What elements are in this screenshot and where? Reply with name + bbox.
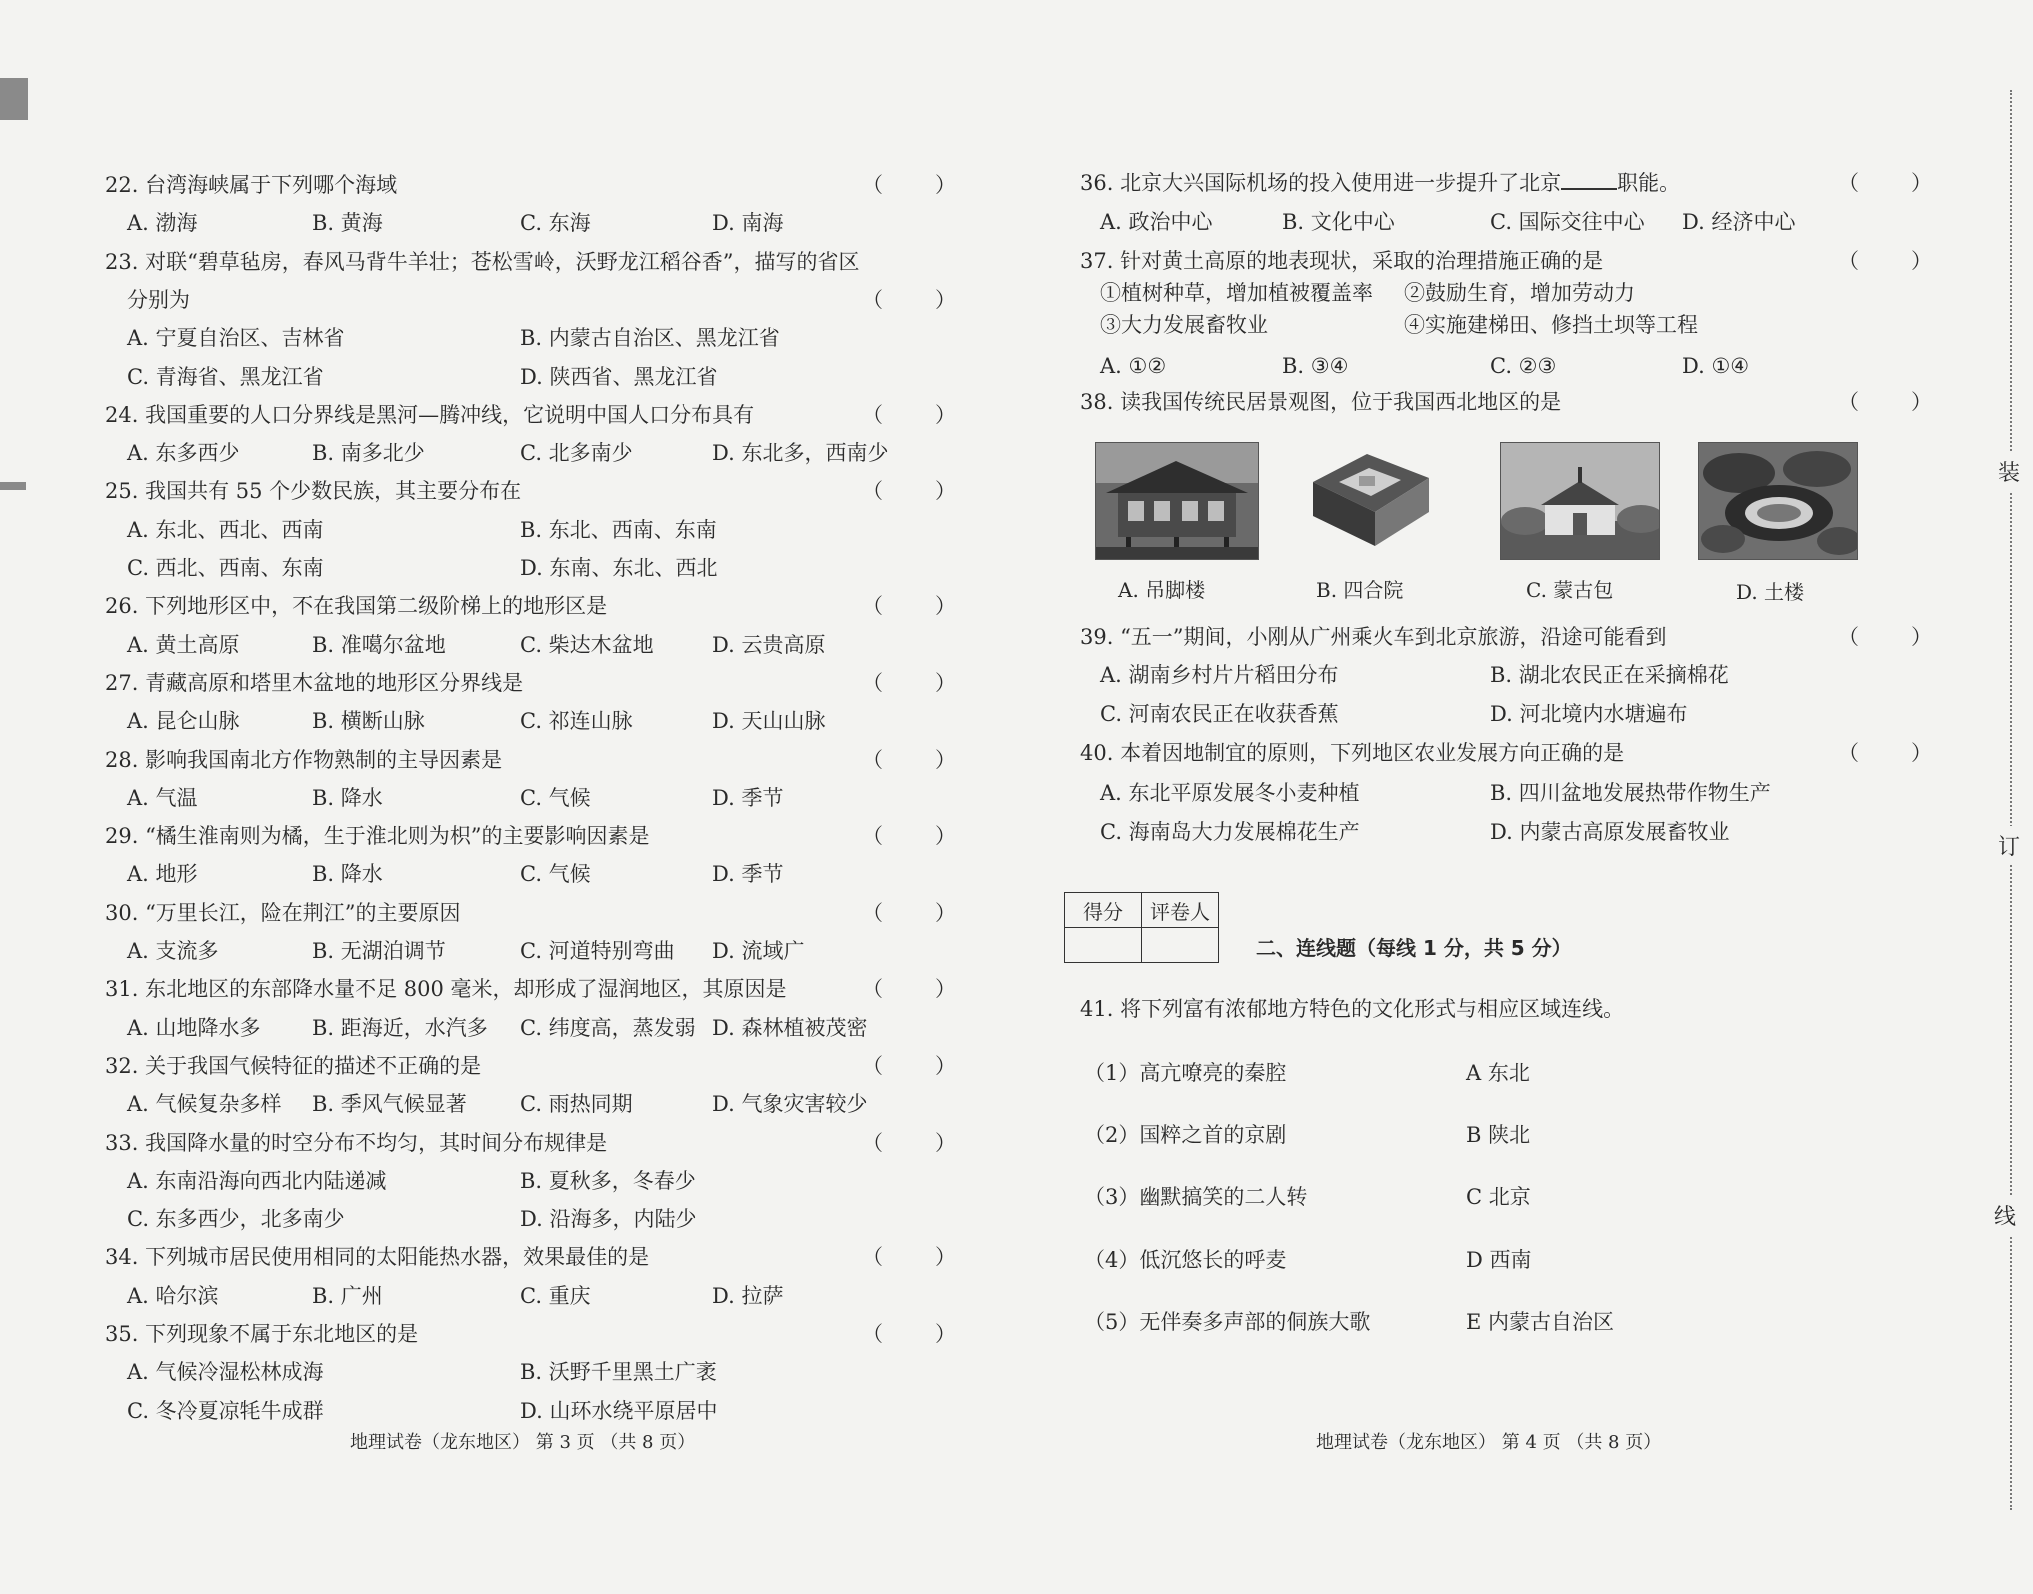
answer-option: B. 夏秋多，冬春少 — [520, 1168, 696, 1193]
q40-option-d: D. 内蒙古高原发展畜牧业 — [1490, 820, 1730, 844]
answer-option: A. 气候冷湿松林成海 — [127, 1360, 324, 1385]
q39-option-b: B. 湖北农民正在采摘棉花 — [1490, 663, 1729, 687]
question-stem: 23. 对联“碧草毡房，春风马背牛羊壮；苍松雪岭，沃野龙江稻谷香”，描写的省区 — [105, 249, 860, 274]
q39-option-a: A. 湖南乡村片片稻田分布 — [1100, 663, 1339, 687]
answer-option: B. 距海近，水汽多 — [312, 1015, 488, 1040]
q36-option-c: C. 国际交往中心 — [1490, 210, 1645, 234]
question-41-stem: 41. 将下列富有浓郁地方特色的文化形式与相应区域连线。 — [1080, 997, 1625, 1021]
answer-option: C. 北多南少 — [520, 441, 633, 466]
question-stem: 31. 东北地区的东部降水量不足 800 毫米，却形成了湿润地区，其原因是 — [105, 977, 787, 1002]
question-stem: 22. 台湾海峡属于下列哪个海域 — [105, 173, 398, 197]
question-39-stem: 39. “五一”期间，小刚从广州乘火车到北京旅游，沿途可能看到 — [1080, 625, 1667, 649]
answer-parentheses[interactable]: （ ） — [862, 1053, 956, 1078]
q37-item-4: ④实施建梯田、修挡土坝等工程 — [1404, 313, 1698, 337]
answer-option: A. 气温 — [127, 785, 198, 810]
q37-item-2: ②鼓励生育，增加劳动力 — [1404, 281, 1635, 305]
answer-option: A. 东南沿海向西北内陆递减 — [127, 1168, 387, 1193]
question-stem: 30. “万里长江，险在荆江”的主要原因 — [105, 900, 461, 925]
answer-parentheses[interactable]: （ ） — [1838, 741, 1932, 765]
answer-option: D. 森林植被茂密 — [712, 1015, 868, 1040]
match-left-item[interactable]: （2）国粹之首的京剧 — [1084, 1123, 1287, 1147]
match-right-item[interactable]: D 西南 — [1466, 1248, 1532, 1272]
answer-option: D. 季节 — [712, 785, 784, 810]
answer-parentheses[interactable]: （ ） — [1838, 625, 1932, 649]
answer-option: D. 云贵高原 — [712, 632, 826, 657]
answer-option: A. 东北、西北、西南 — [127, 517, 324, 542]
answer-option: D. 陕西省、黑龙江省 — [520, 364, 718, 389]
q36-option-b: B. 文化中心 — [1282, 210, 1395, 234]
yurt-photo — [1500, 442, 1660, 560]
q38-caption-a: A. 吊脚楼 — [1118, 578, 1206, 602]
answer-parentheses[interactable]: （ ） — [862, 670, 956, 695]
binding-dotted-line — [2010, 90, 2012, 1510]
answer-option: D. 山环水绕平原居中 — [520, 1398, 718, 1423]
match-left-item[interactable]: （5）无伴奏多声部的侗族大歌 — [1084, 1310, 1371, 1334]
question-40-stem: 40. 本着因地制宜的原则，下列地区农业发展方向正确的是 — [1080, 741, 1625, 765]
answer-parentheses[interactable]: （ ） — [862, 479, 956, 504]
question-stem: 35. 下列现象不属于东北地区的是 — [105, 1322, 419, 1346]
answer-parentheses[interactable]: （ ） — [862, 1130, 956, 1155]
answer-option: C. 西北、西南、东南 — [127, 556, 324, 580]
answer-option: B. 季风气候显著 — [312, 1092, 467, 1117]
answer-option: C. 雨热同期 — [520, 1092, 633, 1117]
answer-option: A. 支流多 — [127, 939, 219, 963]
question-stem: 34. 下列城市居民使用相同的太阳能热水器，效果最佳的是 — [105, 1245, 650, 1270]
q37-item-3: ③大力发展畜牧业 — [1100, 313, 1268, 337]
answer-option: B. 东北、西南、东南 — [520, 517, 717, 542]
answer-parentheses[interactable]: （ ） — [862, 900, 956, 925]
question-stem: 26. 下列地形区中，不在我国第二级阶梯上的地形区是 — [105, 594, 608, 619]
q36-option-a: A. 政治中心 — [1100, 210, 1213, 234]
answer-option: C. 祁连山脉 — [520, 709, 633, 734]
answer-option: C. 柴达木盆地 — [520, 632, 654, 657]
courtyard-house-photo — [1293, 442, 1441, 558]
answer-parentheses[interactable]: （ ） — [862, 1245, 956, 1270]
answer-option: B. 内蒙古自治区、黑龙江省 — [520, 326, 780, 351]
q40-option-c: C. 海南岛大力发展棉花生产 — [1100, 820, 1360, 844]
answer-parentheses[interactable]: （ ） — [1838, 249, 1932, 273]
score-header: 得分 — [1065, 893, 1142, 928]
answer-option: D. 天山山脉 — [712, 709, 826, 734]
answer-option: D. 季节 — [712, 862, 784, 887]
tulou-photo — [1698, 442, 1858, 560]
q37-option-b: B. ③④ — [1282, 354, 1349, 378]
answer-option: C. 冬冷夏凉牦牛成群 — [127, 1398, 324, 1423]
section-two-title: 二、连线题（每线 1 分，共 5 分） — [1256, 936, 1572, 960]
match-right-item[interactable]: B 陕北 — [1466, 1123, 1531, 1147]
answer-option: D. 流域广 — [712, 939, 805, 963]
answer-option: D. 南海 — [712, 211, 784, 236]
answer-parentheses[interactable]: （ ） — [862, 977, 956, 1002]
match-right-item[interactable]: A 东北 — [1466, 1061, 1530, 1085]
page-footer: 地理试卷（龙东地区） 第 3 页 （共 8 页） — [350, 1432, 696, 1453]
answer-parentheses[interactable]: （ ） — [1838, 390, 1932, 414]
question-stem: 29. “橘生淮南则为橘，生于淮北则为枳”的主要影响因素是 — [105, 824, 650, 849]
question-stem: 28. 影响我国南北方作物熟制的主导因素是 — [105, 747, 503, 772]
answer-parentheses[interactable]: （ ） — [862, 402, 956, 427]
score-cell[interactable] — [1065, 928, 1142, 963]
answer-parentheses[interactable]: （ ） — [862, 824, 956, 849]
match-left-item[interactable]: （3）幽默搞笑的二人转 — [1084, 1185, 1308, 1209]
match-right-item[interactable]: C 北京 — [1466, 1185, 1531, 1209]
q39-option-d: D. 河北境内水塘遍布 — [1490, 702, 1688, 726]
q40-option-b: B. 四川盆地发展热带作物生产 — [1490, 781, 1771, 805]
exam-page-4 — [1000, 0, 2033, 1594]
q38-caption-d: D. 土楼 — [1736, 580, 1805, 604]
answer-parentheses[interactable]: （ ） — [862, 173, 956, 197]
answer-option: D. 东南、东北、西北 — [520, 556, 718, 580]
binding-char-xian: 线 — [1994, 1196, 2016, 1235]
q37-option-c: C. ②③ — [1490, 354, 1557, 378]
answer-option: B. 沃野千里黑土广袤 — [520, 1360, 717, 1385]
question-37-stem: 37. 针对黄土高原的地表现状，采取的治理措施正确的是 — [1080, 249, 1604, 273]
page-footer: 地理试卷（龙东地区） 第 4 页 （共 8 页） — [1316, 1432, 1662, 1453]
exam-page-3 — [0, 0, 1000, 1594]
answer-option: A. 东多西少 — [127, 441, 240, 466]
answer-option: C. 青海省、黑龙江省 — [127, 364, 324, 389]
match-left-item[interactable]: （4）低沉悠长的呼麦 — [1084, 1248, 1287, 1272]
q37-item-1: ①植树种草，增加植被覆盖率 — [1100, 281, 1373, 305]
answer-option: C. 东海 — [520, 211, 591, 236]
answer-parentheses[interactable]: （ ） — [862, 287, 956, 312]
answer-option: D. 东北多，西南少 — [712, 441, 889, 466]
grader-cell[interactable] — [1142, 928, 1219, 963]
answer-parentheses[interactable]: （ ） — [1838, 171, 1932, 195]
match-right-item[interactable]: E 内蒙古自治区 — [1466, 1310, 1615, 1334]
binding-char-zhuang: 装 — [1998, 452, 2020, 491]
question-38-stem: 38. 读我国传统民居景观图，位于我国西北地区的是 — [1080, 390, 1562, 414]
q37-option-a: A. ①② — [1100, 354, 1167, 378]
answer-option: B. 广州 — [312, 1283, 383, 1308]
q40-option-a: A. 东北平原发展冬小麦种植 — [1100, 781, 1360, 805]
question-36-stem: 36. 北京大兴国际机场的投入使用进一步提升了北京 职能。 — [1080, 171, 1681, 195]
match-left-item[interactable]: （1）高亢嘹亮的秦腔 — [1084, 1061, 1287, 1085]
score-table — [1064, 892, 1219, 963]
answer-option: B. 横断山脉 — [312, 709, 425, 734]
question-stem: 32. 关于我国气候特征的描述不正确的是 — [105, 1053, 482, 1078]
question-stem: 33. 我国降水量的时空分布不均匀，其时间分布规律是 — [105, 1130, 608, 1155]
stilt-house-photo — [1095, 442, 1259, 560]
answer-option: C. 气候 — [520, 785, 591, 810]
answer-option: C. 气候 — [520, 862, 591, 887]
q36-option-d: D. 经济中心 — [1682, 210, 1796, 234]
answer-option: C. 河道特别弯曲 — [520, 939, 675, 963]
answer-option: A. 山地降水多 — [127, 1015, 261, 1040]
answer-option: A. 哈尔滨 — [127, 1283, 219, 1308]
answer-option: B. 无湖泊调节 — [312, 939, 446, 963]
q38-caption-b: B. 四合院 — [1316, 578, 1404, 602]
answer-option: A. 气候复杂多样 — [127, 1092, 282, 1117]
q39-option-c: C. 河南农民正在收获香蕉 — [1100, 702, 1339, 726]
answer-option: B. 降水 — [312, 785, 383, 810]
answer-option: B. 南多北少 — [312, 441, 425, 466]
answer-option: C. 东多西少，北多南少 — [127, 1207, 345, 1232]
answer-parentheses[interactable]: （ ） — [862, 594, 956, 619]
answer-parentheses[interactable]: （ ） — [862, 1322, 956, 1346]
answer-option: A. 渤海 — [127, 211, 198, 236]
binding-char-ding: 订 — [1998, 826, 2020, 865]
answer-option: C. 纬度高，蒸发弱 — [520, 1015, 696, 1040]
grader-header: 评卷人 — [1142, 893, 1219, 928]
question-stem: 27. 青藏高原和塔里木盆地的地形区分界线是 — [105, 670, 524, 695]
answer-option: A. 昆仑山脉 — [127, 709, 240, 734]
answer-option: A. 宁夏自治区、吉林省 — [127, 326, 345, 351]
answer-option: C. 重庆 — [520, 1283, 591, 1308]
answer-option: B. 准噶尔盆地 — [312, 632, 446, 657]
q37-option-d: D. ①④ — [1682, 354, 1750, 378]
answer-option: D. 气象灾害较少 — [712, 1092, 868, 1117]
q38-caption-c: C. 蒙古包 — [1526, 578, 1614, 602]
answer-blank[interactable] — [1561, 170, 1617, 190]
answer-option: B. 降水 — [312, 862, 383, 887]
answer-option: B. 黄海 — [312, 211, 383, 236]
question-stem: 25. 我国共有 55 个少数民族，其主要分布在 — [105, 479, 522, 504]
answer-option: D. 拉萨 — [712, 1283, 784, 1308]
question-stem: 分别为 — [127, 287, 190, 312]
answer-option: D. 沿海多，内陆少 — [520, 1207, 697, 1232]
answer-option: A. 黄土高原 — [127, 632, 240, 657]
answer-parentheses[interactable]: （ ） — [862, 747, 956, 772]
answer-option: A. 地形 — [127, 862, 198, 887]
question-stem: 24. 我国重要的人口分界线是黑河—腾冲线，它说明中国人口分布具有 — [105, 402, 755, 427]
